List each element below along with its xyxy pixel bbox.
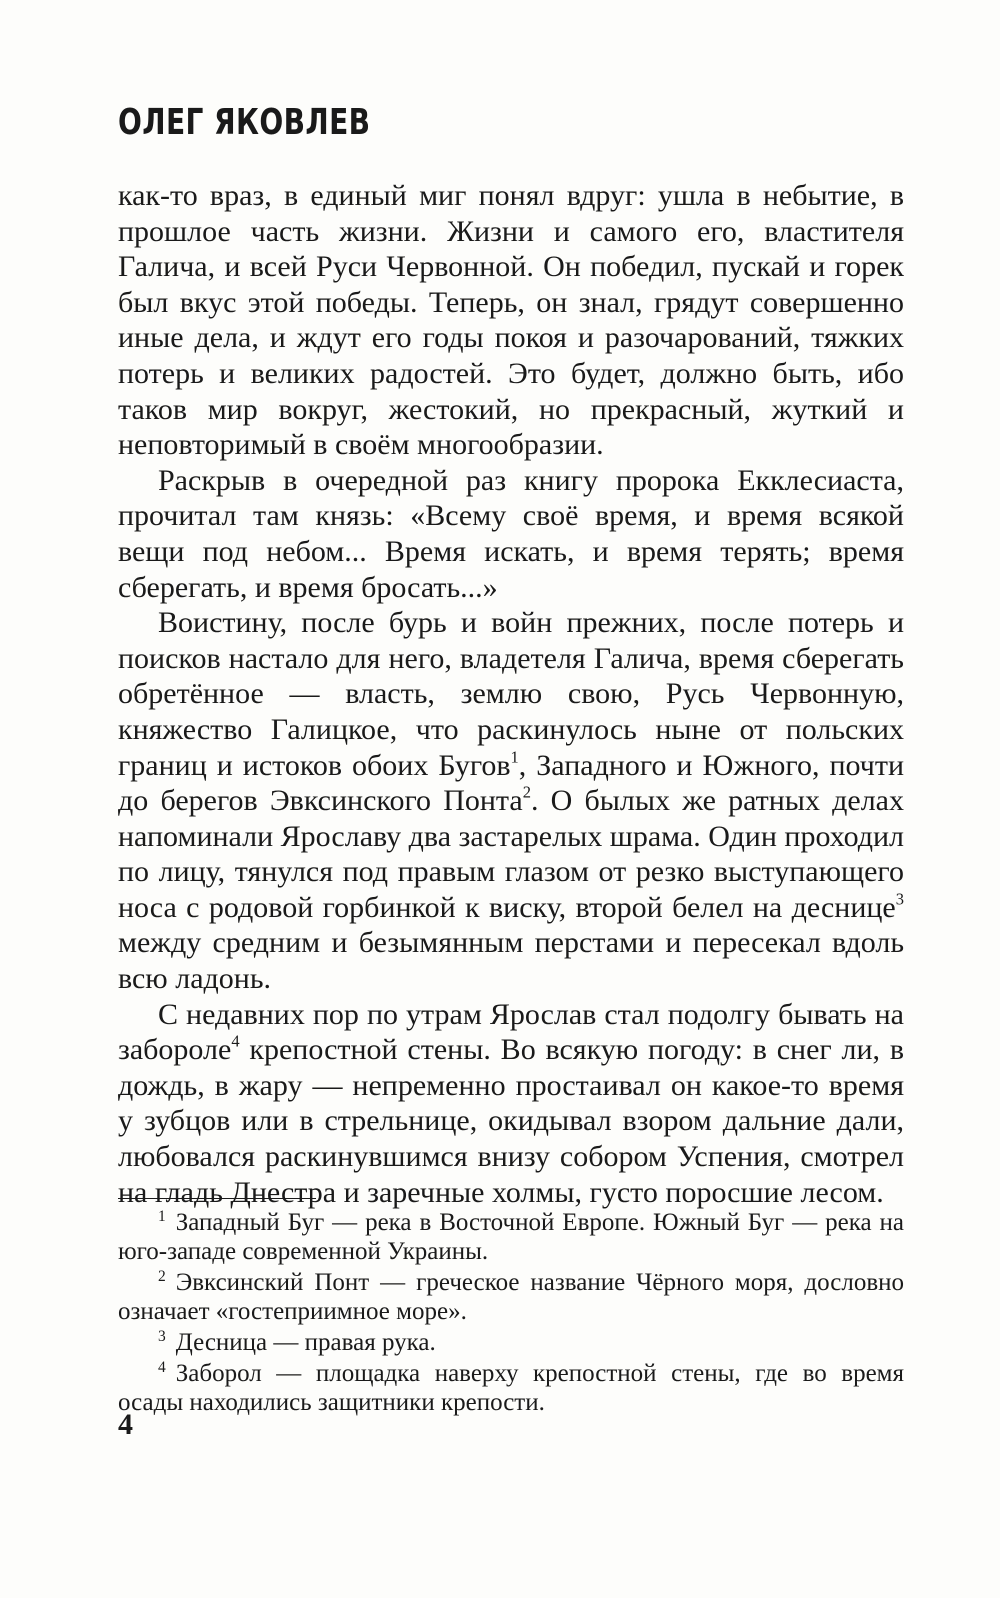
paragraph-4-text-b: крепостной стены. Во всякую погоду: в снег ли, в дождь, в жару — непременно простаивал он какое-то время у зубцов или в стрельнице, окидывал взором дальние дали, любовался раскинувшимся внизу собором Успения, смотрел на гладь Днестра и заречные холмы, густо поросшие лесом.	[118, 1033, 904, 1209]
paragraph-3	[118, 605, 904, 997]
footnote-2	[118, 1268, 904, 1326]
footnote-ref-4: 4	[231, 1031, 240, 1051]
footnote-ref-1: 1	[510, 747, 519, 767]
running-title: ОЛЕГ ЯКОВЛЕВ	[118, 102, 371, 143]
footnote-divider	[118, 1198, 316, 1199]
footnotes	[118, 1208, 904, 1419]
footnote-3-text: Десница — правая рука.	[175, 1329, 436, 1356]
paragraph-3-text-b: , Западного и Южного, почти до берегов Эвксинского Понта	[118, 748, 904, 818]
footnote-1-text: Западный Буг — река в Восточной Европе. Южный Буг — река на юго-западе современной Украины.	[118, 1209, 904, 1265]
footnote-ref-2: 2	[522, 782, 531, 802]
paragraph-4-text-a: С недавних пор по утрам Ярослав стал подолгу бывать на забороле	[118, 997, 904, 1067]
footnote-4-text: Заборол — площадка наверху крепостной стены, где во время осады находились защитники крепости.	[118, 1360, 904, 1416]
paragraph-2: Раскрыв в очередной раз книгу пророка Екклесиаста, прочитал там князь: «Всему своё время, и время всякой вещи под небом... Время искать, и время терять; время сберегать, и время бросать...»	[118, 463, 904, 604]
paragraph-4	[118, 997, 904, 1211]
footnote-4	[118, 1359, 904, 1417]
paragraph-1: как-то враз, в единый миг понял вдруг: ушла в небытие, в прошлое часть жизни. Жизни и самого его, властителя Галича, и всей Руси Червонной. Он победил, пускай и горек был вкус этой победы. Теперь, он знал, грядут совершенно иные дела, и ждут его годы покоя и разочарований, тяжких потерь и великих радостей. Это будет, должно быть, ибо таков мир вокруг, жестокий, но прекрасный, жуткий и неповторимый в своём многообразии.	[118, 179, 904, 462]
footnote-2-text: Эвксинский Понт — греческое название Чёрного моря, дословно означает «гостеприимное море».	[118, 1269, 904, 1325]
footnote-3	[118, 1328, 904, 1357]
footnote-1-number: 1	[158, 1208, 166, 1226]
page-number: 4	[118, 1408, 133, 1441]
paragraph-3-text-c: . О былых же ратных делах напоминали Ярославу два застарелых шрама. Один проходил по лицу, тянулся под правым глазом от резко выступающего носа с родовой горбинкой к виску, второй белел на деснице	[118, 784, 904, 924]
footnote-2-number: 2	[158, 1268, 166, 1286]
paragraph-3-text-a: Воистину, после бурь и войн прежних, после потерь и поисков настало для него, владетеля Галича, время сберегать обретённое — власть, землю свою, Русь Червонную, княжество Галицкое, что раскинулось ныне от польских границ и истоков обоих Бугов	[118, 606, 904, 782]
footnote-ref-3: 3	[895, 889, 904, 909]
paragraph-3-text-d: между средним и безымянным перстами и пересекал вдоль всю ладонь.	[118, 926, 904, 996]
main-text	[118, 178, 904, 1210]
footnote-1	[118, 1208, 904, 1266]
footnote-4-number: 4	[158, 1359, 166, 1377]
book-page	[118, 0, 904, 1598]
footnote-3-number: 3	[158, 1328, 166, 1346]
